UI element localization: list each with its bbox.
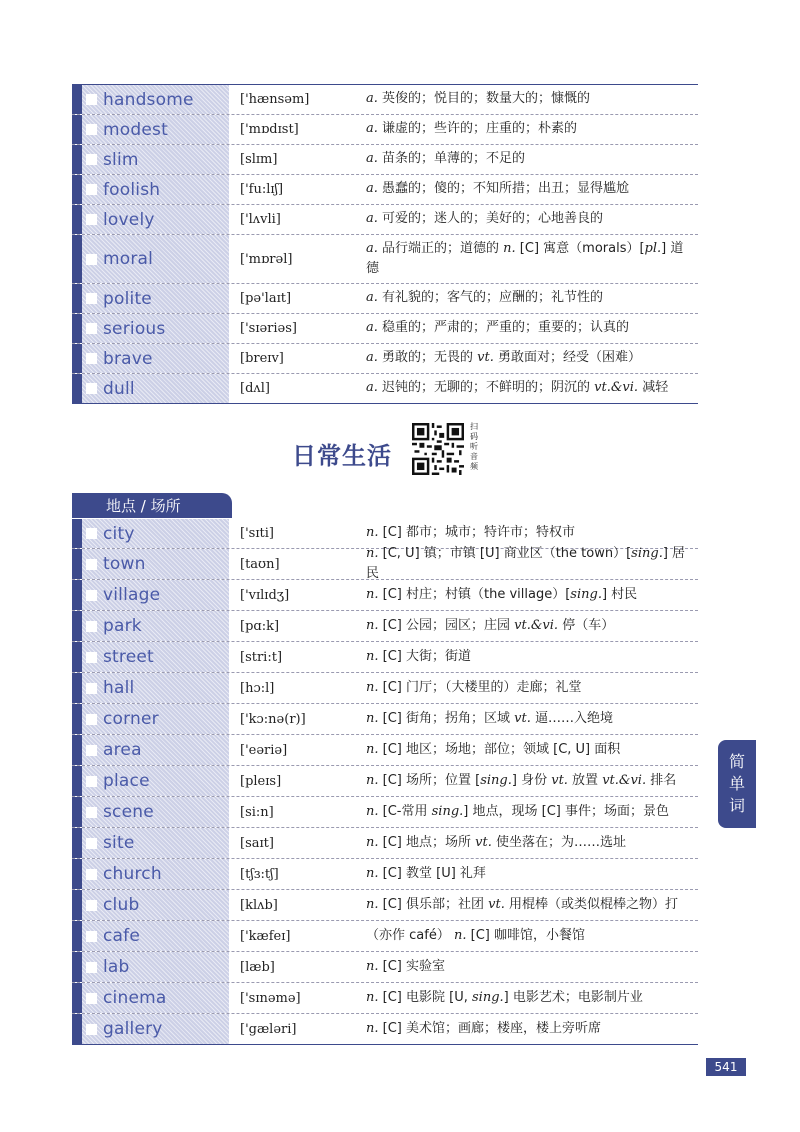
vocab-row [72,642,698,673]
phonetic: ['sɪəriəs] [240,321,297,336]
checkbox-square-icon [86,254,97,265]
definition-text: 逼……入绝境 [530,710,613,726]
part-of-speech: a. [366,91,378,107]
word-cell [72,175,230,204]
word: town [103,554,146,574]
part-of-speech: n. [366,1020,379,1036]
phonetic: ['eəriə] [240,742,288,758]
word: serious [103,318,166,339]
definition-text: [C] 公园；园区；庄园 [378,617,515,633]
vocab-row [72,344,698,374]
definition [356,766,698,796]
word-cell [72,1014,230,1044]
word: polite [103,288,152,309]
checkbox-square-icon [86,776,97,787]
vocab-row [72,797,698,828]
phonetic: [læb] [240,959,275,975]
definition-text: [C] 村庄；村镇（the village）[ [378,586,571,602]
definition-text: 停（车） [558,617,615,633]
section-title: 日常生活 [292,442,392,470]
row-marker-bar [72,766,82,796]
definition-text: 使坐落在；为……选址 [491,834,626,850]
checkbox-square-icon [86,184,97,195]
checkbox-square-icon [86,962,97,973]
definition-text: 苗条的；单薄的；不足的 [377,151,526,167]
row-marker-bar [72,859,82,889]
definition [356,314,698,343]
vocab-row [72,766,698,797]
checkbox-square-icon [86,353,97,364]
word-cell [72,828,230,858]
vocab-table-places [72,519,698,1045]
definition-text: 排名 [646,772,677,788]
part-of-speech: pl. [644,240,662,256]
word-cell [72,673,230,703]
part-of-speech: n. [366,772,379,788]
definition [356,673,698,703]
word: church [103,864,162,884]
word: gallery [103,1019,163,1039]
definition-text: 英俊的；悦目的；数量大的；慷慨的 [377,91,591,107]
phonetic: ['sɪnəmə] [240,990,301,1006]
part-of-speech: n. [366,989,379,1005]
definition [356,735,698,765]
side-tab-char-2: 单 [728,774,745,793]
definition [356,921,698,951]
definition-text: 稳重的；严肃的；严重的；重要的；认真的 [377,320,630,336]
definition-text: 谦虚的；些许的；庄重的；朴素的 [377,121,578,137]
word-cell [72,704,230,734]
vocab-row [72,952,698,983]
definition-text: [C] 教堂 [U] 礼拜 [378,865,486,881]
word-cell [72,890,230,920]
definition [356,545,698,581]
word: cinema [103,988,167,1008]
vocab-row [72,1014,698,1045]
vocab-row [72,921,698,952]
row-marker-bar [72,673,82,703]
definition [356,642,698,672]
vocab-row [72,205,698,235]
vocab-row [72,145,698,175]
definition-text: [C] 美术馆；画廊；楼座，楼上旁听席 [378,1020,602,1036]
checkbox-square-icon [86,745,97,756]
word-cell [72,921,230,951]
word: club [103,895,140,915]
definition-text: [C] 都市；城市；特许市；特权市 [378,525,576,541]
category-tab: 地点 / 场所 [72,493,232,518]
part-of-speech: vt.&vi. [602,772,647,788]
part-of-speech: vt. [488,896,505,912]
definition-text: 减轻 [638,380,669,396]
definition-text: （亦作 café） [366,927,454,943]
word-cell [72,735,230,765]
word-cell [72,580,230,610]
word: city [103,523,135,544]
word-cell [72,642,230,672]
phonetic: [si:n] [240,804,274,820]
checkbox-square-icon [86,1024,97,1035]
phonetic: [taʊn] [240,556,280,572]
word: modest [103,119,168,140]
side-tab-char-1: 简 [728,752,745,771]
row-marker-bar [72,580,82,610]
page-number: 541 [706,1058,746,1076]
definition [356,344,698,373]
definition [356,952,698,982]
word: slim [103,149,139,170]
definition [356,235,698,283]
part-of-speech: a. [366,290,378,306]
definition-text: [C] 地区；场地；部位；领域 [C, U] 面积 [378,741,621,757]
part-of-speech: n. [366,958,379,974]
word-cell [72,952,230,982]
part-of-speech: vt. [551,772,568,788]
word: hall [103,678,135,698]
word: place [103,771,150,791]
definition-text: [C] 咖啡馆，小餐馆 [466,927,585,943]
qr-caption: 扫码听音频 [470,422,478,471]
definition-text: [C] 街角；拐角；区域 [378,710,515,726]
definition-text: 勇敢面对；经受（困难） [493,350,641,366]
phonetic: ['mɒdɪst] [240,122,299,137]
definition [356,175,698,204]
row-marker-bar [72,1014,82,1044]
row-marker-bar [72,344,82,373]
checkbox-square-icon [86,869,97,880]
vocab-row [72,374,698,404]
word-cell [72,611,230,641]
side-tab [718,740,756,828]
word: scene [103,802,154,822]
definition [356,890,698,920]
part-of-speech: a. [366,320,378,336]
checkbox-square-icon [86,528,97,539]
vocab-row [72,175,698,205]
row-marker-bar [72,314,82,343]
part-of-speech: sing. [480,772,512,788]
checkbox-square-icon [86,559,97,570]
checkbox-square-icon [86,383,97,394]
part-of-speech: n. [366,545,379,561]
definition-text: [C] 实验室 [378,958,446,974]
vocab-row [72,314,698,344]
part-of-speech: a. [366,181,378,197]
checkbox-square-icon [86,931,97,942]
definition-text: 愚蠢的；傻的；不知所措；出丑；显得尴尬 [377,181,630,197]
word: handsome [103,89,194,110]
definition-text: [C] 地点；场所 [378,834,476,850]
definition-text: ] 村民 [601,586,638,602]
word: dull [103,378,135,399]
word: park [103,616,142,636]
word-cell [72,85,230,114]
definition-text: 放置 [567,772,603,788]
definition-text: 有礼貌的；客气的；应酬的；礼节性的 [377,290,604,306]
definition-text: 品行端正的；道德的 [377,240,504,256]
word-cell [72,859,230,889]
definition [356,704,698,734]
phonetic: [breɪv] [240,351,284,366]
phonetic: [pə'laɪt] [240,291,292,306]
checkbox-square-icon [86,323,97,334]
row-marker-bar [72,175,82,204]
word: brave [103,348,153,369]
row-marker-bar [72,145,82,174]
part-of-speech: n. [366,617,379,633]
definition-text: ] 道德 [366,240,684,276]
word: corner [103,709,159,729]
row-marker-bar [72,549,82,579]
definition-text: [C] 电影院 [U, [378,989,472,1005]
phonetic: ['hænsəm] [240,92,310,107]
part-of-speech: n. [366,679,379,695]
definition [356,611,698,641]
part-of-speech: sing. [472,989,504,1005]
checkbox-square-icon [86,714,97,725]
definition-text: [C, U] 镇；市镇 [U] 商业区（the town）[ [378,545,632,561]
part-of-speech: a. [366,211,378,227]
phonetic: [klʌb] [240,897,278,913]
row-marker-bar [72,519,82,548]
row-marker-bar [72,235,82,283]
word-cell [72,284,230,313]
word: lovely [103,209,155,230]
word-cell [72,766,230,796]
definition [356,145,698,174]
definition-text: 用棍棒（或类似棍棒之物）打 [504,896,678,912]
row-marker-bar [72,952,82,982]
definition-text: [C] 场所；位置 [ [378,772,481,788]
definition [356,580,698,610]
definition [356,828,698,858]
part-of-speech: vt.&vi. [514,617,559,633]
word: area [103,740,142,760]
part-of-speech: a. [366,151,378,167]
checkbox-square-icon [86,94,97,105]
part-of-speech: n. [503,240,516,256]
part-of-speech: a. [366,121,378,137]
checkbox-square-icon [86,621,97,632]
word-cell [72,983,230,1013]
vocab-row [72,890,698,921]
phonetic: [dʌl] [240,381,270,396]
phonetic: [saɪt] [240,835,274,851]
definition-text: [C] 俱乐部；社团 [378,896,489,912]
part-of-speech: sing. [570,586,602,602]
phonetic: [stri:t] [240,649,283,665]
row-marker-bar [72,115,82,144]
row-marker-bar [72,85,82,114]
definition [356,205,698,234]
phonetic: ['vɪlɪdʒ] [240,587,290,603]
definition [356,859,698,889]
definition-text: [C] 寓意（morals）[ [515,240,645,256]
vocab-row [72,983,698,1014]
side-tab-char-3: 词 [728,796,745,815]
definition-text: ] 身份 [511,772,552,788]
part-of-speech: n. [366,896,379,912]
part-of-speech: n. [366,834,379,850]
word-cell [72,145,230,174]
part-of-speech: a. [366,350,378,366]
phonetic: ['lʌvli] [240,212,281,227]
definition [356,115,698,144]
word: street [103,647,154,667]
word: lab [103,957,130,977]
vocab-row [72,859,698,890]
part-of-speech: n. [366,710,379,726]
word-cell [72,519,230,548]
checkbox-square-icon [86,293,97,304]
word-cell [72,797,230,827]
definition-text: [C-常用 [378,803,432,819]
phonetic: [hɔ:l] [240,680,275,696]
vocab-row [72,115,698,145]
word: site [103,833,135,853]
part-of-speech: n. [453,927,467,943]
phonetic: ['mɒrəl] [240,251,293,267]
definition-text: 迟钝的；无聊的；不鲜明的；阴沉的 [377,380,595,396]
checkbox-square-icon [86,214,97,225]
row-marker-bar [72,611,82,641]
phonetic: ['kæfeɪ] [240,928,291,944]
definition-text: [C] 大街；街道 [378,648,472,664]
definition [356,85,698,114]
part-of-speech: n. [366,586,379,602]
row-marker-bar [72,205,82,234]
vocab-row [72,85,698,115]
vocab-row [72,284,698,314]
checkbox-square-icon [86,124,97,135]
vocab-row [72,828,698,859]
word-cell [72,115,230,144]
definition-text: [C] 门厅；（大楼里的）走廊；礼堂 [378,679,582,695]
part-of-speech: n. [366,525,379,541]
definition [356,797,698,827]
definition [356,284,698,313]
checkbox-square-icon [86,652,97,663]
row-marker-bar [72,983,82,1013]
row-marker-bar [72,735,82,765]
word-cell [72,205,230,234]
qr-code-icon [412,423,464,475]
definition [356,1014,698,1044]
word: village [103,585,161,605]
word: moral [103,249,154,269]
part-of-speech: a. [366,240,378,256]
row-marker-bar [72,797,82,827]
vocab-row [72,673,698,704]
phonetic: ['kɔ:nə(r)] [240,711,306,727]
part-of-speech: vt. [475,834,492,850]
checkbox-square-icon [86,993,97,1004]
vocab-table-personality [72,85,698,404]
part-of-speech: a. [366,380,378,396]
row-marker-bar [72,828,82,858]
definition [356,374,698,403]
vocab-row [72,580,698,611]
checkbox-square-icon [86,807,97,818]
vocab-row [72,235,698,284]
definition-text: ] 电影艺术；电影制片业 [503,989,643,1005]
phonetic: [slɪm] [240,152,278,167]
part-of-speech: vt. [514,710,531,726]
part-of-speech: vt. [477,350,494,366]
definition-text: 可爱的；迷人的；美好的；心地善良的 [377,211,604,227]
row-marker-bar [72,921,82,951]
part-of-speech: sing. [431,803,464,819]
part-of-speech: vt.&vi. [594,380,639,396]
word: cafe [103,926,141,946]
row-marker-bar [72,704,82,734]
definition-text: 勇敢的；无畏的 [377,350,478,366]
word-cell [72,344,230,373]
vocab-row [72,611,698,642]
row-marker-bar [72,890,82,920]
phonetic: [tʃɜ:tʃ] [240,866,279,882]
vocab-row [72,704,698,735]
word-cell [72,235,230,283]
row-marker-bar [72,284,82,313]
checkbox-square-icon [86,900,97,911]
part-of-speech: n. [366,741,379,757]
vocab-row [72,545,698,581]
part-of-speech: n. [366,865,379,881]
checkbox-square-icon [86,838,97,849]
phonetic: ['sɪti] [240,526,274,541]
word-cell [72,549,230,579]
row-marker-bar [72,642,82,672]
row-marker-bar [72,374,82,403]
definition-text: ] 地点，现场 [C] 事件；场面；景色 [463,803,669,819]
definition [356,983,698,1013]
part-of-speech: sing. [631,545,663,561]
checkbox-square-icon [86,154,97,165]
checkbox-square-icon [86,590,97,601]
phonetic: [pɑ:k] [240,618,280,634]
phonetic: [pleɪs] [240,773,282,789]
word: foolish [103,179,161,200]
definition-text: ] 居民 [366,545,686,581]
checkbox-square-icon [86,683,97,694]
vocab-row [72,735,698,766]
phonetic: ['fu:lɪʃ] [240,182,284,197]
phonetic: ['gæləri] [240,1021,297,1037]
part-of-speech: n. [366,648,379,664]
word-cell [72,314,230,343]
word-cell [72,374,230,403]
part-of-speech: n. [366,803,379,819]
